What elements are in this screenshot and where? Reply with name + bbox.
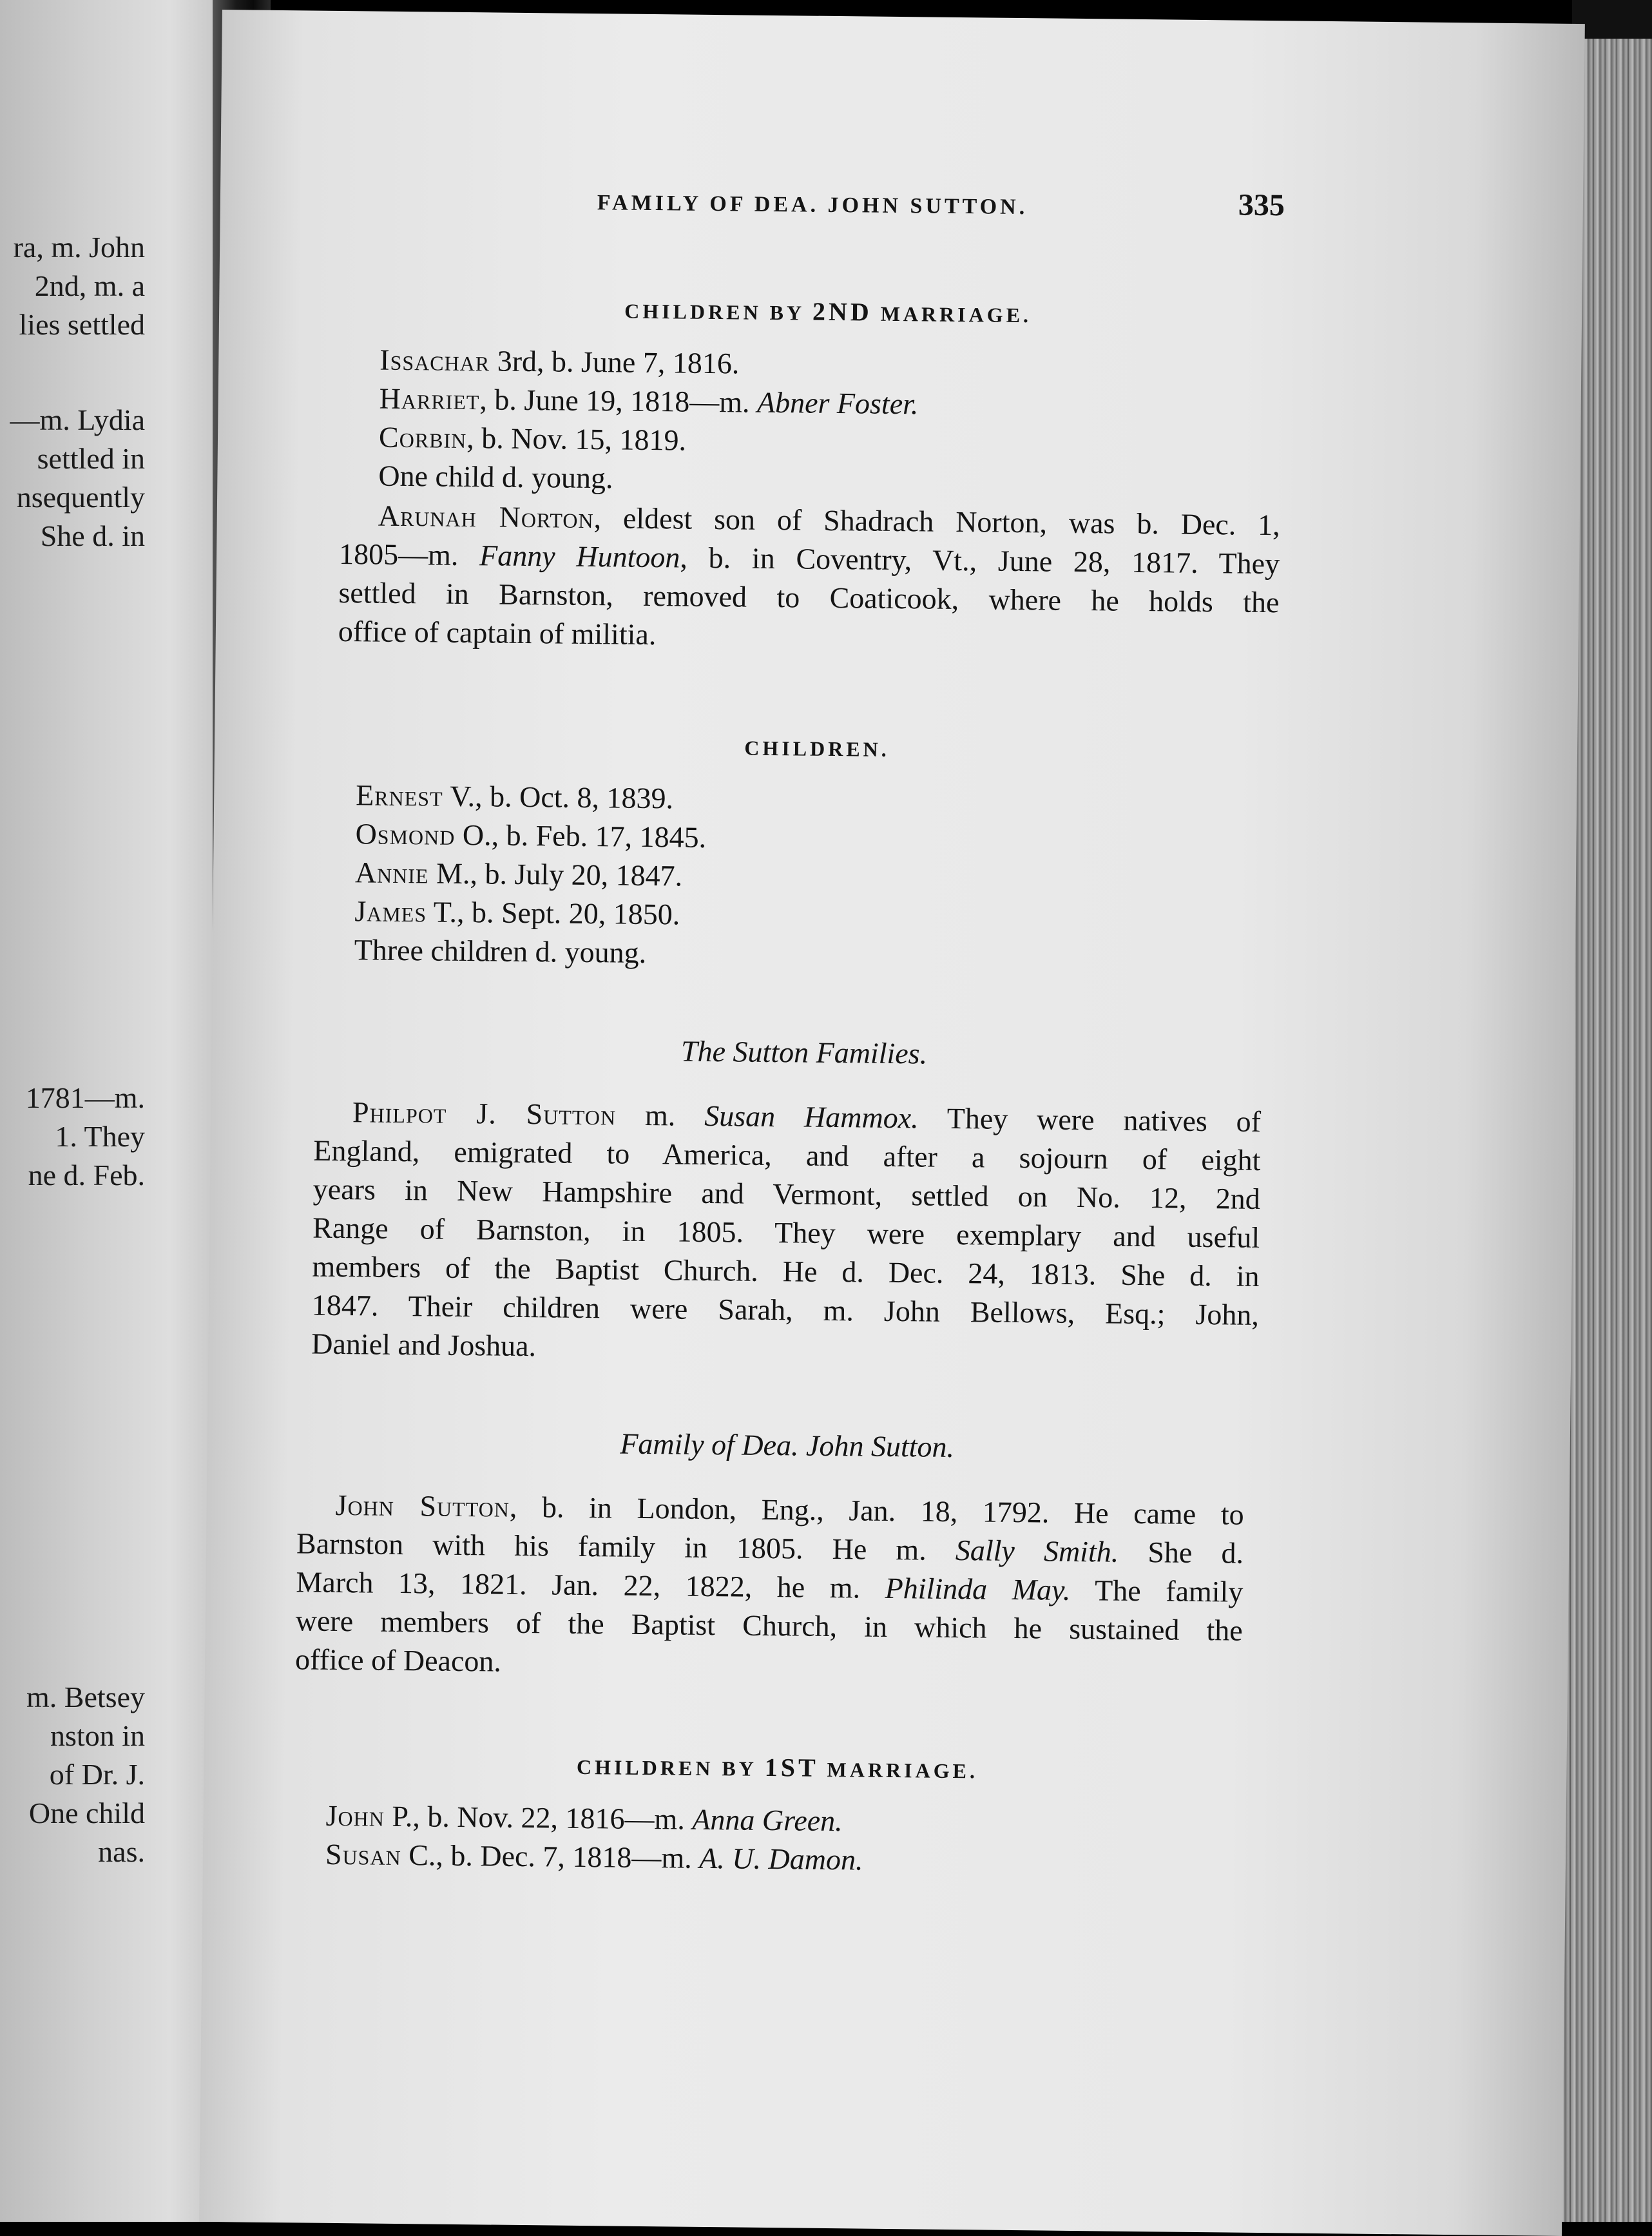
paragraph-line: John Sutton, b. in London, Eng., Jan. 18, 1792. He came to [335, 1488, 1244, 1531]
list-item: Harriet, b. June 19, 1818—m. Abner Foster. [379, 381, 919, 421]
list-item: Issachar 3rd, b. June 7, 1816. [379, 343, 740, 380]
left-page-line: She d. in [40, 519, 145, 552]
left-page-line: nsequently [16, 481, 145, 514]
paragraph-line: were members of the Baptist Church, in which he sustained the [295, 1604, 1244, 1647]
left-page-line: settled in [37, 442, 145, 475]
left-page-line: 1781—m. [25, 1081, 145, 1114]
note-text: One child d. young. [378, 459, 613, 495]
left-page-line: ra, m. John [13, 231, 145, 264]
list-item: James T., b. Sept. 20, 1850. [354, 894, 680, 931]
running-head: FAMILY OF DEA. JOHN SUTTON. [597, 191, 1028, 220]
paragraph-line: settled in Barnston, removed to Coaticook, where he holds the [338, 575, 1280, 619]
paragraph-line: Range of Barnston, in 1805. They were exemplary and useful [312, 1211, 1260, 1254]
paragraph-line: members of the Baptist Church. He d. Dec. 24, 1813. She d. in [312, 1249, 1260, 1293]
paragraph-line: office of captain of militia. [338, 614, 657, 651]
note-text: Three children d. young. [354, 933, 647, 969]
section-title-dea-john-sutton: Family of Dea. John Sutton. [620, 1427, 955, 1464]
paragraph-line: 1805—m. Fanny Huntoon, b. in Coventry, Vt., June 28, 1817. They [338, 537, 1280, 581]
left-page-line: nston in [50, 1719, 145, 1752]
paragraph-line: office of Deacon. [294, 1643, 502, 1678]
left-page-line: ne d. Feb. [28, 1159, 145, 1191]
main-page [199, 10, 1585, 2236]
list-item: Osmond O., b. Feb. 17, 1845. [355, 817, 707, 854]
list-item: Corbin, b. Nov. 15, 1819. [378, 420, 687, 457]
list-item: John P., b. Nov. 22, 1816—m. Anna Green. [325, 1798, 843, 1838]
paragraph-line: March 13, 1821. Jan. 22, 1822, he m. Philinda May. The family [296, 1565, 1244, 1608]
section-title-sutton-families: The Sutton Families. [680, 1034, 928, 1070]
paragraph-line: Barnston with his family in 1805. He m. Sally Smith. She d. [296, 1527, 1244, 1570]
paragraph-line: Philpot J. Sutton m. Susan Hammox. They were natives of [352, 1095, 1262, 1138]
left-page-line: nas. [98, 1835, 145, 1868]
paragraph-line: England, emigrated to America, and after a sojourn of eight [313, 1133, 1261, 1177]
list-item: Susan C., b. Dec. 7, 1818—m. A. U. Damon. [325, 1837, 863, 1876]
left-page-line: lies settled [19, 308, 145, 341]
page-number: 335 [1238, 188, 1285, 223]
list-item: Ernest V., b. Oct. 8, 1839. [355, 778, 674, 815]
left-page-line: 1. They [55, 1120, 145, 1153]
section-heading-second-marriage: CHILDREN BY 2ND MARRIAGE. [624, 296, 1032, 327]
section-heading-children: CHILDREN. [744, 736, 890, 761]
left-page-line: of Dr. J. [49, 1758, 145, 1791]
paragraph-line: years in New Hampshire and Vermont, settled on No. 12, 2nd [312, 1172, 1261, 1215]
left-page-line: m. Betsey [26, 1681, 145, 1713]
paragraph-line: Arunah Norton, eldest son of Shadrach Norton, was b. Dec. 1, [378, 499, 1280, 542]
left-page-line: 2nd, m. a [34, 269, 145, 302]
left-facing-page [0, 0, 213, 2222]
left-page-line: One child [28, 1797, 145, 1829]
left-page-line: —m. Lydia [10, 403, 145, 436]
paragraph-line: Daniel and Joshua. [311, 1327, 537, 1363]
section-heading-first-marriage: CHILDREN BY 1ST MARRIAGE. [576, 1752, 979, 1783]
list-item: Annie M., b. July 20, 1847. [354, 856, 683, 892]
paragraph-line: 1847. Their children were Sarah, m. John Bellows, Esq.; John, [311, 1288, 1260, 1331]
